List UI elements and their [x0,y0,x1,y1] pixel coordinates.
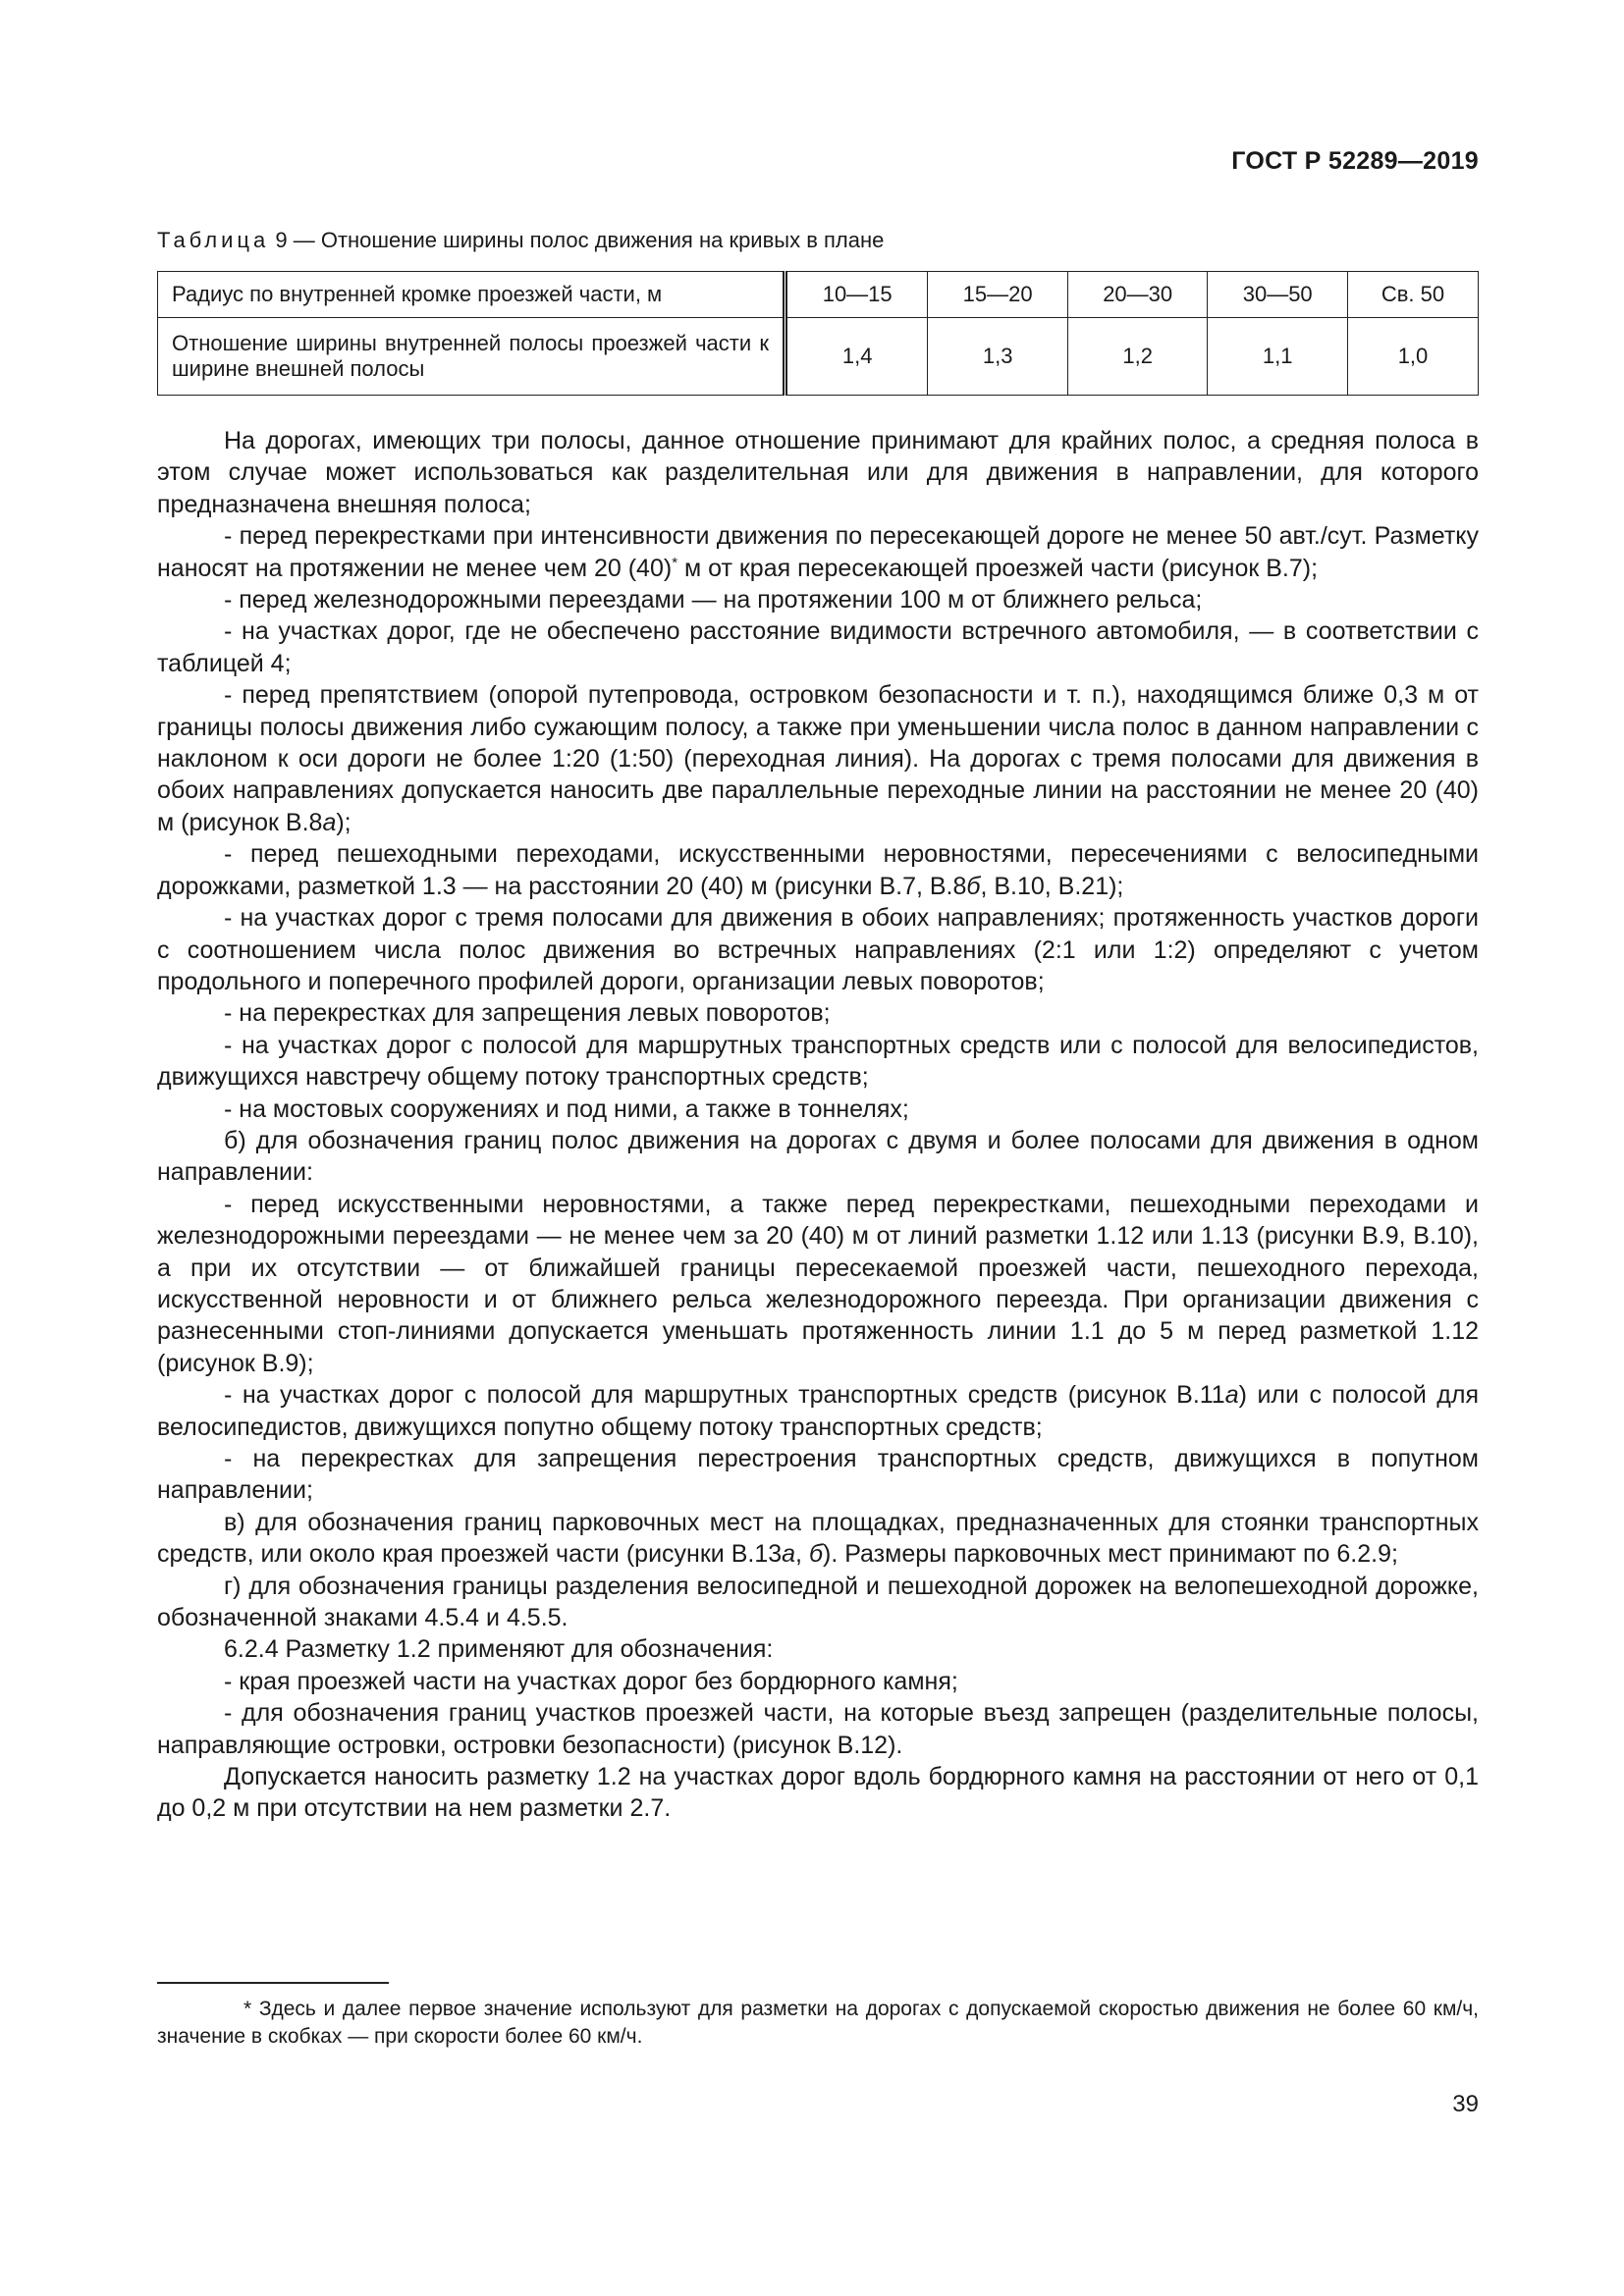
lane-width-ratio-table [157,271,1479,396]
paragraph: Допускается наносить разметку 1.2 на участках дорог вдоль бордюрного камня на расстоянии от него от 0,1 до 0,2 м при отсутствии на нем разметки 2.7. [157,1763,1479,1823]
table-cell-ratio: 1,3 [928,318,1068,396]
paragraph: - на перекрестках для запрещения перестроения транспортных средств, движущихся в попутном направлении; [157,1445,1479,1505]
paragraph: - на участках дорог, где не обеспечено расстояние видимости встречного автомобиля, — в соответствии с таблицей 4; [157,617,1479,677]
table-cell-radius: 30—50 [1208,272,1348,318]
page-number: 39 [1452,2091,1479,2117]
paragraph: - на участках дорог с полосой для маршрутных транспортных средств (рисунок В.11а) или с полосой для велосипедистов, движущихся попутно общему потоку транспортных средств; [157,1381,1479,1441]
table-cell-radius: 20—30 [1067,272,1208,318]
paragraph: - перед перекрестками при интенсивности движения по пересекающей дороге не менее 50 авт./сут. Разметку наносят на протяжении не менее чем 20 (40)* м от края пересекающей проезжей части (рисунок В.7); [157,522,1479,582]
paragraph: б) для обозначения границ полос движения на дорогах с двумя и более полосами для движения в одном направлении: [157,1126,1479,1187]
paragraph: - перед пешеходными переходами, искусственными неровностями, пересечениями с велосипедными дорожками, разметкой 1.3 — на расстоянии 20 (40) м (рисунки В.7, В.8б, В.10, В.21); [157,840,1479,900]
paragraph: - на перекрестках для запрещения левых поворотов; [224,999,831,1028]
table-row-radius [158,272,1479,318]
table-caption [157,228,884,253]
table-cell-radius: 10—15 [785,272,928,318]
paragraph: в) для обозначения границ парковочных мест на площадках, предназначенных для стоянки транспортных средств, или около края проезжей части (рисунки В.13а, б). Размеры парковочных мест принимают по 6.2.9; [157,1508,1479,1569]
table-row-ratio [158,318,1479,396]
document-code: ГОСТ Р 52289—2019 [1231,147,1479,175]
table-cell-radius: 15—20 [928,272,1068,318]
table-caption-text: 9 — Отношение ширины полос движения на кривых в плане [269,228,885,252]
footnote-marker: * [672,554,678,571]
paragraph: - перед железнодорожными переездами — на протяжении 100 м от ближнего рельса; [224,586,1203,614]
table-row-header: Радиус по внутренней кромке проезжей части, м [158,272,785,318]
paragraph: - на участках дорог с полосой для маршрутных транспортных средств или с полосой для велосипедистов, движущихся навстречу общему потоку транспортных средств; [157,1031,1479,1092]
paragraph: На дорогах, имеющих три полосы, данное отношение принимают для крайних полос, а средняя полоса в этом случае может использоваться как разделительная или для движения в направлении, для которого предназначена внешняя полоса; [157,427,1479,518]
paragraph: - на участках дорог с тремя полосами для движения в обоих направлениях; протяженность участков дороги с соотношением числа полос движения во встречных направлениях (2:1 или 1:2) определяют с учетом продольного и поперечного профилей дороги, организации левых поворотов; [157,904,1479,995]
footnote-divider [157,1982,389,1984]
table-cell-ratio: 1,1 [1208,318,1348,396]
paragraph: г) для обозначения границы разделения велосипедной и пешеходной дорожек на велопешеходной дорожке, обозначенной знаками 4.5.4 и 4.5.5. [157,1572,1479,1632]
paragraph: - перед препятствием (опорой путепровода, островком безопасности и т. п.), находящимся ближе 0,3 м от границы полосы движения либо сужающим полосу, а также при уменьшении числа полос в данном направлении с наклоном к оси дороги не более 1:20 (1:50) (переходная линия). На дорогах с тремя полосами для движения в обоих направлениях допускается наносить две параллельные переходные линии на расстоянии не менее 20 (40) м (рисунок В.8а); [157,681,1479,836]
paragraph: - края проезжей части на участках дорог без бордюрного камня; [224,1667,958,1695]
paragraph: - на мостовых сооружениях и под ними, а также в тоннелях; [224,1095,909,1123]
footnote: * Здесь и далее первое значение используют для разметки на дорогах с допускаемой скоростью движения не более 60 км/ч, значение в скобках — при скорости более 60 км/ч. [157,1998,1479,2048]
paragraph: - для обозначения границ участков проезжей части, на которые въезд запрещен (разделительные полосы, направляющие островки, островки безопасности) (рисунок В.12). [157,1699,1479,1759]
body-text [157,425,1479,1825]
paragraph: - перед искусственными неровностями, а также перед перекрестками, пешеходными переходами и железнодорожными переездами — не менее чем за 20 (40) м от линий разметки 1.12 или 1.13 (рисунки В.9, В.10), а при их отсутствии — от ближайшей границы пересекаемой проезжей части, пешеходного перехода, искусственной неровности и от ближнего рельса железнодорожного переезда. При организации движения с разнесенными стоп-линиями допускается уменьшать протяженность линии 1.1 до 5 м перед разметкой 1.12 (рисунок В.9); [157,1190,1479,1377]
table-row-header: Отношение ширины внутренней полосы проезжей части к ширине внешней полосы [158,318,785,396]
table-cell-ratio: 1,0 [1347,318,1478,396]
table-cell-ratio: 1,2 [1067,318,1208,396]
table-cell-radius: Св. 50 [1347,272,1478,318]
table-cell-ratio: 1,4 [785,318,928,396]
paragraph: 6.2.4 Разметку 1.2 применяют для обозначения: [224,1635,774,1664]
table-caption-label: Таблица [157,228,270,252]
